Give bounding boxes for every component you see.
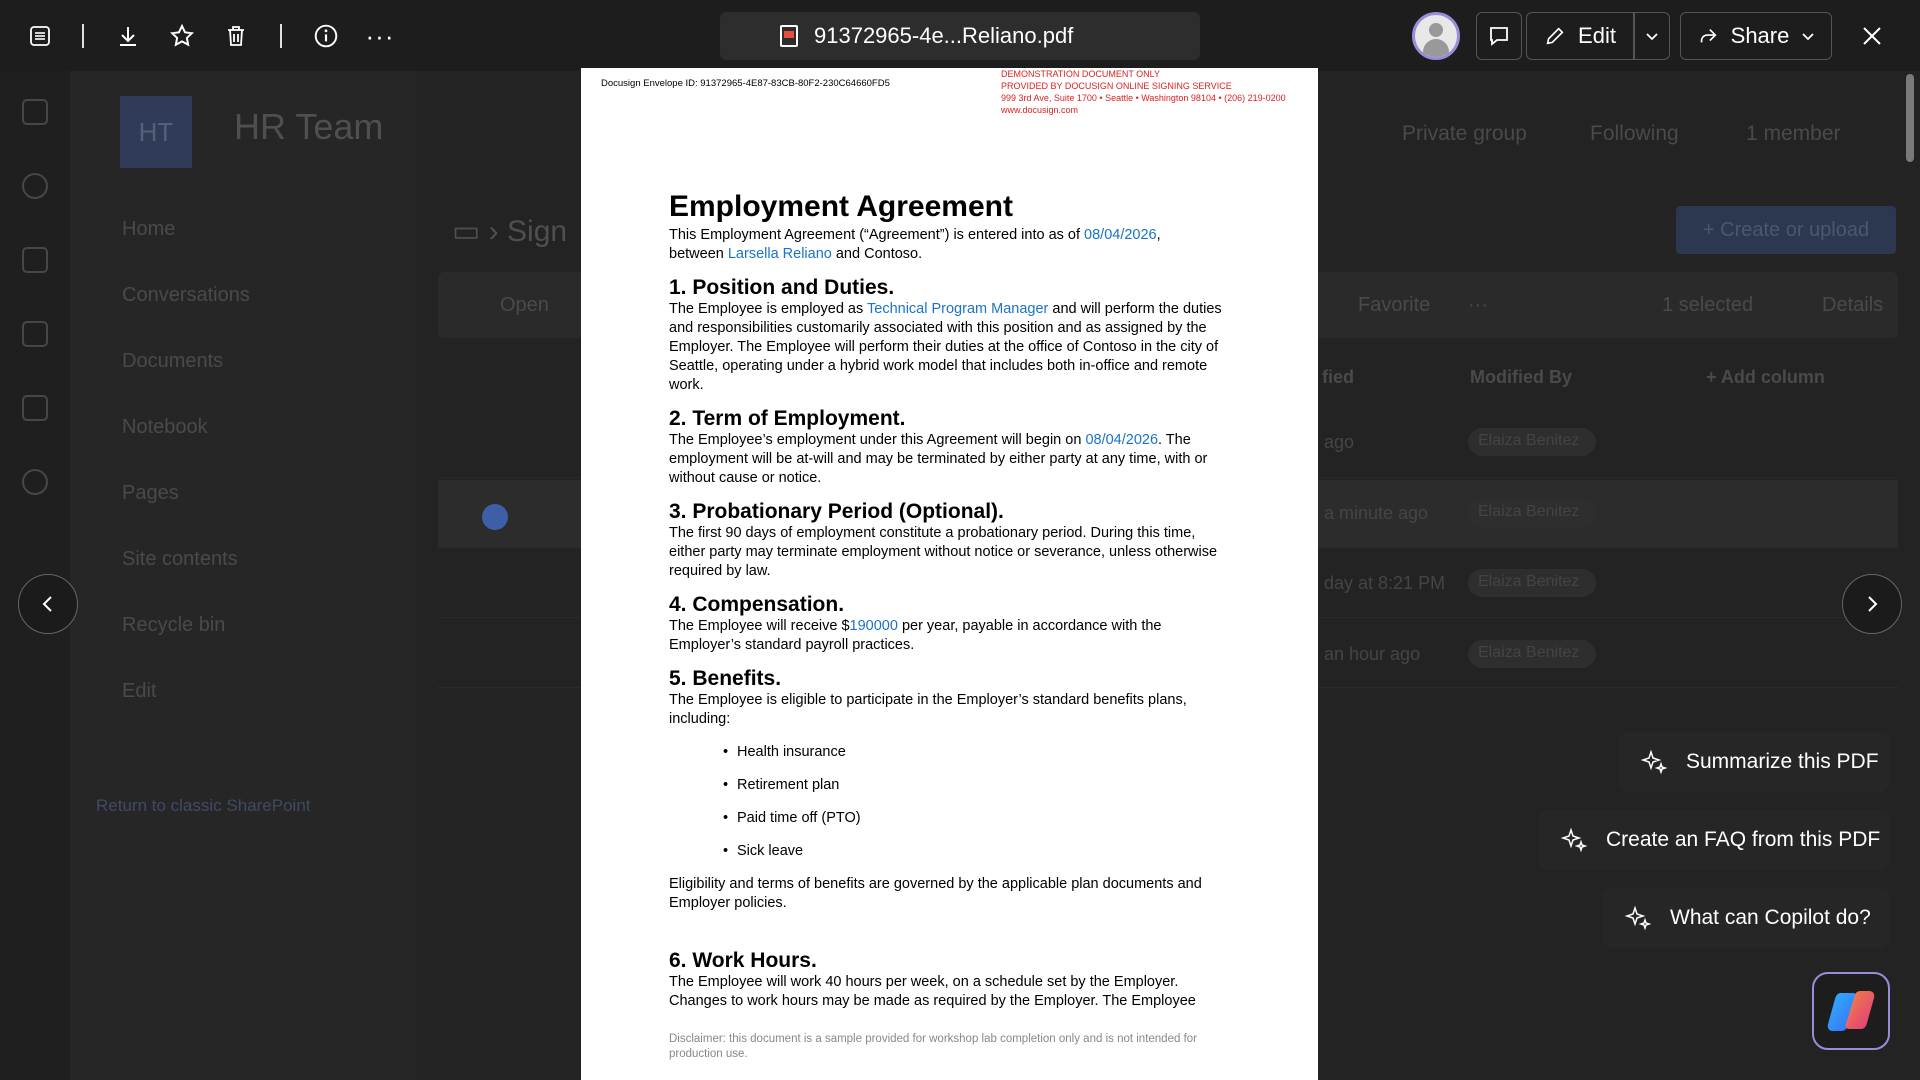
toolbar-divider xyxy=(280,24,282,48)
avatar[interactable] xyxy=(1412,12,1460,60)
nav-item-edit: Edit xyxy=(122,680,157,702)
row-modified: a minute ago xyxy=(1324,503,1429,523)
viewer-toolbar xyxy=(0,0,1920,71)
close-icon[interactable] xyxy=(1854,18,1890,54)
section-heading: 3. Probationary Period (Optional). xyxy=(669,500,1004,523)
summarize-pdf-button[interactable]: Summarize this PDF xyxy=(1618,732,1890,792)
scrollbar[interactable] xyxy=(1906,74,1914,162)
section-heading: 4. Compensation. xyxy=(669,593,845,616)
info-icon[interactable] xyxy=(308,18,344,54)
copilot-button[interactable] xyxy=(1812,972,1890,1050)
site-logo: HT xyxy=(120,96,192,168)
section-heading: 6. Work Hours. xyxy=(669,949,817,972)
add-icon xyxy=(22,469,48,495)
details-command: Details xyxy=(1822,294,1884,316)
share-button[interactable]: Share xyxy=(1680,12,1832,60)
row-modified: day at 8:21 PM xyxy=(1324,573,1446,593)
create-upload-button: + Create or upload xyxy=(1676,206,1896,254)
column-add: + Add column xyxy=(1706,367,1825,387)
column-modified: fied xyxy=(1322,367,1355,387)
document-title: Employment Agreement xyxy=(669,190,1013,223)
row-selected-check xyxy=(482,504,508,530)
file-icon xyxy=(22,321,48,347)
demo-notice: DEMONSTRATION DOCUMENT ONLY PROVIDED BY DOCUSIGN ONLINE SIGNING SERVICE 999 3rd Ave, Suite 1700 • Seattle • Washington 98104 • (206) 219-0200 www.docusign.com xyxy=(1001,69,1286,115)
section-heading: 1. Position and Duties. xyxy=(669,276,895,299)
comment-icon xyxy=(1487,24,1511,48)
disclaimer: Disclaimer: this document is a sample provided for workshop lab completion only and is not intended for production use. xyxy=(669,1033,1197,1060)
chevron-left-icon xyxy=(39,595,57,613)
nav-item-recycle-bin: Recycle bin xyxy=(122,614,226,636)
nav-item-pages: Pages xyxy=(122,482,179,504)
favorite-command: Favorite xyxy=(1358,294,1431,316)
sparkle-icon xyxy=(1640,748,1668,776)
row-modified-by: Elaiza Benitez xyxy=(1468,569,1596,597)
more-options-icon[interactable]: ··· xyxy=(365,20,395,51)
list-icon[interactable] xyxy=(22,18,58,54)
previous-file-button[interactable] xyxy=(18,574,78,634)
selected-count: 1 selected xyxy=(1662,294,1754,316)
row-modified-by: Elaiza Benitez xyxy=(1468,428,1596,456)
next-file-button[interactable] xyxy=(1842,574,1902,634)
star-icon[interactable] xyxy=(164,18,200,54)
row-modified: an hour ago xyxy=(1324,644,1421,664)
section-text: The Employee will receive $190000 per year, payable in accordance with the Employer’s standard payroll practices. xyxy=(669,618,1162,653)
envelope-id: Docusign Envelope ID: 91372965-4E87-83CB-80F2-230C64660FD5 xyxy=(601,78,890,89)
row-modified: ago xyxy=(1324,432,1355,452)
more-command: ··· xyxy=(1468,294,1488,316)
pdf-page xyxy=(581,68,1318,1080)
news-icon xyxy=(22,247,48,273)
members-label: 1 member xyxy=(1746,122,1841,145)
section-text: The Employee will work 40 hours per week, on a schedule set by the Employer. Changes to work hours may be made as required by the Employer. The Employee xyxy=(669,974,1196,1009)
create-faq-button[interactable]: Create an FAQ from this PDF xyxy=(1538,810,1890,870)
section-text: The Employee’s employment under this Agreement will begin on 08/04/2026. The employment will be at-will and may be terminated by either party at any time, with or without cause or notice. xyxy=(669,432,1208,486)
list-item: • Sick leave xyxy=(737,842,1229,861)
row-modified-by: Elaiza Benitez xyxy=(1468,640,1596,668)
file-name: 91372965-4e...Reliano.pdf xyxy=(814,23,1074,48)
list-icon xyxy=(22,395,48,421)
trash-icon[interactable] xyxy=(218,18,254,54)
following-label: Following xyxy=(1590,122,1679,145)
comments-button[interactable] xyxy=(1476,12,1522,60)
benefits-list xyxy=(737,743,1229,861)
open-command: Open xyxy=(500,294,549,316)
list-item: • Retirement plan xyxy=(737,776,1229,795)
copilot-icon xyxy=(1825,989,1877,1033)
nav-item-conversations: Conversations xyxy=(122,284,250,306)
section-text: The Employee is employed as Technical Program Manager and will perform the duties and responsibilities customarily associated with this position and as assigned by the Employer. The Employee will perform their duties at the office of Contoso in the city of Seattle, operating under a hybrid work model that includes both in-office and remote work. xyxy=(669,301,1222,393)
privacy-label: Private group xyxy=(1402,122,1527,145)
share-icon xyxy=(1697,25,1719,47)
home-icon xyxy=(22,99,48,125)
sparkle-icon xyxy=(1560,826,1588,854)
edit-button[interactable]: Edit xyxy=(1526,12,1634,60)
column-modified-by: Modified By xyxy=(1470,367,1572,387)
download-icon[interactable] xyxy=(110,18,146,54)
breadcrumb: ▭ › Sign xyxy=(452,215,568,248)
section-text: Eligibility and terms of benefits are governed by the applicable plan documents and Employer policies. xyxy=(669,876,1202,911)
what-can-copilot-do-button[interactable]: What can Copilot do? xyxy=(1602,888,1890,948)
file-name-pill[interactable] xyxy=(720,12,1200,60)
pdf-file-icon xyxy=(780,25,798,47)
chevron-right-icon xyxy=(1863,595,1881,613)
section-text: The first 90 days of employment constitute a probationary period. During this time, either party may terminate employment without notice or severance, unless otherwise required by law. xyxy=(669,525,1218,579)
toolbar-divider xyxy=(82,24,84,48)
chevron-down-icon xyxy=(1801,29,1815,43)
chevron-down-icon xyxy=(1645,29,1659,43)
nav-item-notebook: Notebook xyxy=(122,416,208,438)
site-name: HR Team xyxy=(234,106,384,147)
list-item: • Paid time off (PTO) xyxy=(737,809,1229,828)
list-item: • Health insurance xyxy=(737,743,1229,762)
edit-dropdown-button[interactable] xyxy=(1634,12,1670,60)
nav-item-documents: Documents xyxy=(122,350,224,372)
section-text: The Employee is eligible to participate in the Employer’s standard benefits plans, including: xyxy=(669,692,1187,727)
globe-icon xyxy=(22,173,48,199)
section-heading: 5. Benefits. xyxy=(669,667,782,690)
nav-item-home: Home xyxy=(122,218,176,240)
classic-sharepoint-link: Return to classic SharePoint xyxy=(96,796,311,815)
sparkle-icon xyxy=(1624,904,1652,932)
pencil-icon xyxy=(1544,25,1566,47)
nav-item-site-contents: Site contents xyxy=(122,548,238,570)
intro-paragraph: This Employment Agreement (“Agreement”) is entered into as of 08/04/2026, between Larsella Reliano and Contoso. xyxy=(669,227,1161,262)
section-heading: 2. Term of Employment. xyxy=(669,407,906,430)
row-modified-by: Elaiza Benitez xyxy=(1468,499,1596,527)
document-body xyxy=(669,190,1229,1011)
